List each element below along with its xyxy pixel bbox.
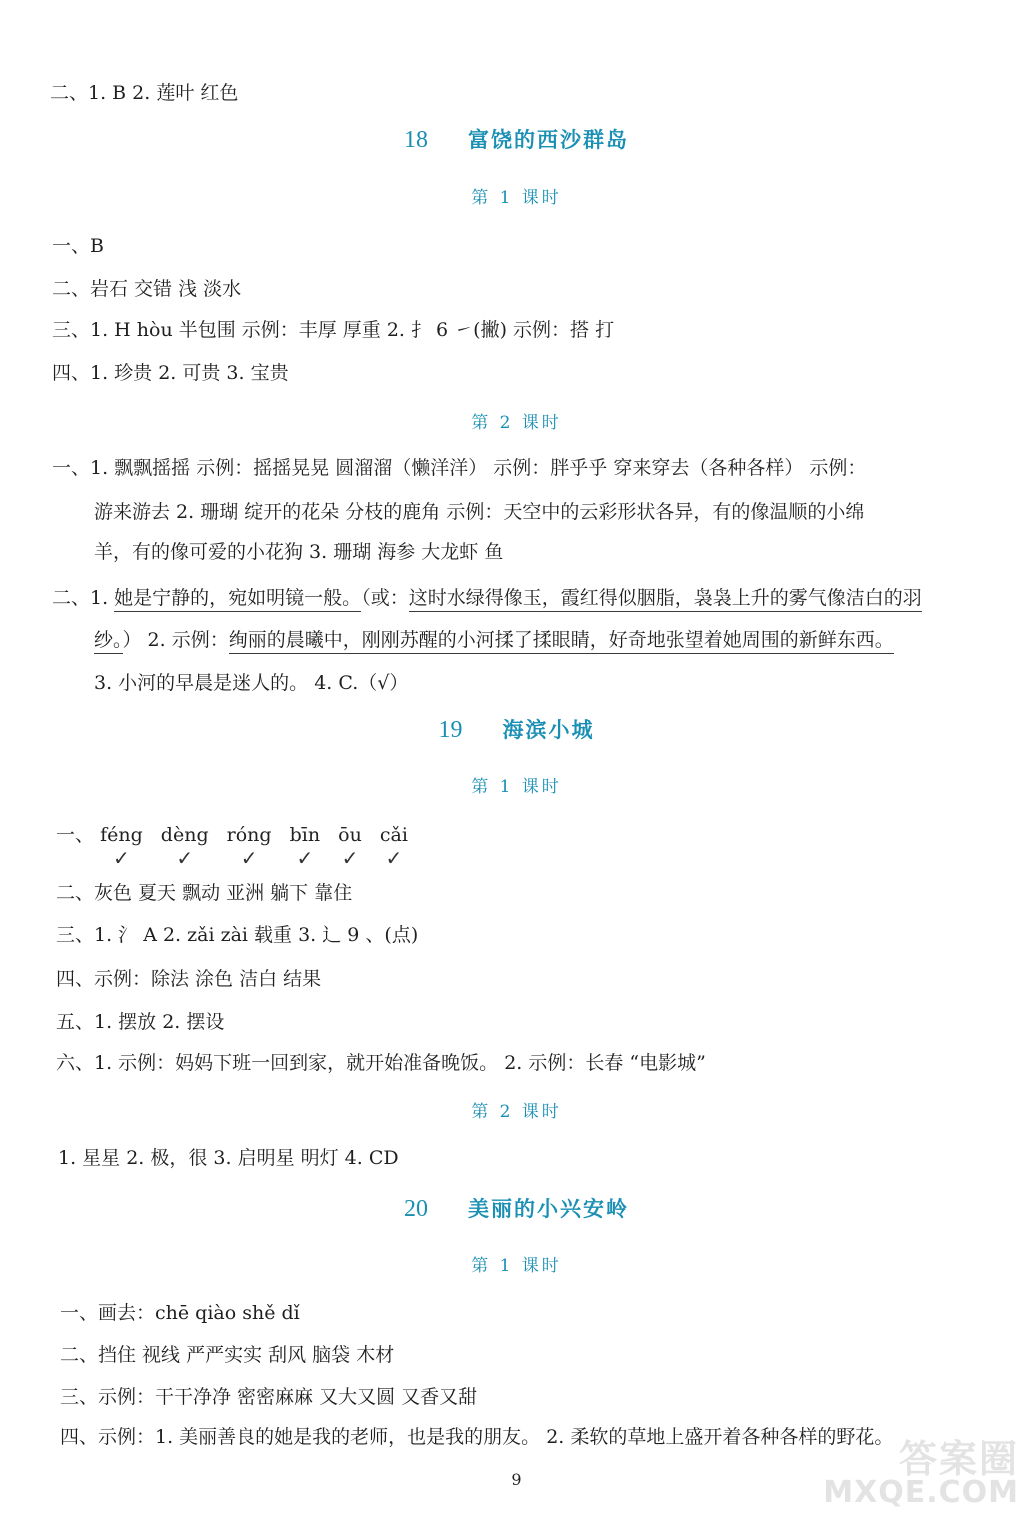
underlined-sentence: 这时水绿得像玉，霞红得似胭脂，袅袅上升的雾气像洁白的羽 — [409, 587, 922, 612]
answer-line: 五、1. 摆放 2. 摆设 — [56, 1011, 225, 1033]
lesson-number: 19 — [438, 717, 463, 743]
answer-line: 三、示例：干干净净 密密麻麻 又大又圆 又香又甜 — [60, 1386, 478, 1408]
pinyin-question — [56, 820, 420, 870]
check-mark-icon: ✓ — [176, 846, 194, 870]
answer-line: 3. 小河的早晨是迷人的。 4. C.（√） — [94, 672, 409, 694]
answer-text: （或： — [361, 587, 409, 609]
lesson-number: 18 — [404, 127, 428, 153]
answer-line: 二、挡住 视线 严严实实 刮风 脑袋 木材 — [60, 1344, 395, 1366]
answer-line: 游来游去 2. 珊瑚 绽开的花朵 分枝的鹿角 示例：天空中的云彩形状各异，有的像温顺的小绵 — [94, 501, 865, 523]
watermark-text: 答案圈 — [898, 1437, 1019, 1481]
lesson-name: 美丽的小兴安岭 — [468, 1197, 629, 1221]
pinyin-item: róng ✓ — [226, 824, 272, 870]
answer-line: 一、1. 飘飘摇摇 示例：摇摇晃晃 圆溜溜（懒洋洋） 示例：胖乎乎 穿来穿去（各种各样） 示例： — [52, 457, 867, 479]
lesson-name: 富饶的西沙群岛 — [468, 128, 629, 152]
answer-line: 二、灰色 夏天 飘动 亚洲 躺下 靠住 — [56, 882, 353, 904]
period-heading: 第 1 课时 — [471, 1256, 562, 1276]
check-mark-icon: ✓ — [296, 846, 314, 870]
answer-line: 一、B — [52, 235, 104, 257]
answer-line: 四、示例：1. 美丽善良的她是我的老师，也是我的朋友。 2. 柔软的草地上盛开着各种各样的野花。 — [60, 1426, 894, 1448]
answer-line: 二、1. B 2. 莲叶 红色 — [50, 82, 239, 104]
pinyin-item: dèng ✓ — [160, 824, 209, 870]
answer-line: 四、1. 珍贵 2. 可贵 3. 宝贵 — [52, 362, 289, 384]
answer-line — [94, 627, 894, 653]
watermark-logo — [823, 1437, 1019, 1510]
pinyin-item: bīn ✓ — [289, 824, 321, 870]
period-heading: 第 2 课时 — [471, 1102, 562, 1122]
check-mark-icon: ✓ — [113, 846, 130, 870]
page-number: 9 — [511, 1470, 522, 1489]
answer-line — [52, 585, 922, 611]
answer-line: 二、岩石 交错 浅 淡水 — [52, 278, 242, 300]
lesson-title — [0, 124, 1033, 154]
answer-line: 四、示例：除法 涂色 洁白 结果 — [56, 968, 322, 990]
check-mark-icon: ✓ — [341, 846, 359, 870]
answer-line: 三、1. 氵 A 2. zǎi zài 载重 3. 辶 9 、(点) — [56, 924, 419, 946]
answer-prefix: 二、1. — [52, 587, 115, 609]
check-mark-icon: ✓ — [240, 846, 258, 870]
period-heading: 第 1 课时 — [471, 777, 562, 797]
lesson-title — [0, 714, 1033, 744]
underlined-sentence: 纱。 — [94, 629, 123, 654]
lesson-title — [0, 1193, 1033, 1223]
lesson-number: 20 — [404, 1196, 428, 1222]
watermark-url: MXQE.COM — [823, 1475, 1019, 1510]
pinyin-item: cǎi ✓ — [379, 824, 408, 870]
lesson-name: 海滨小城 — [502, 718, 595, 742]
pinyin-item: ōu ✓ — [338, 824, 362, 870]
answer-line: 一、画去：chē qiào shě dǐ — [60, 1302, 300, 1324]
answer-line: 1. 星星 2. 极，很 3. 启明星 明灯 4. CD — [58, 1147, 399, 1169]
answer-text: ） 2. 示例： — [122, 629, 229, 651]
answer-line: 六、1. 示例：妈妈下班一回到家，就开始准备晚饭。 2. 示例：长春 “电影城” — [56, 1052, 706, 1074]
answer-line: 三、1. H hòu 半包围 示例：丰厚 厚重 2. 扌 6 ㇀(撇) 示例：搭 打 — [52, 319, 615, 341]
period-heading: 第 1 课时 — [471, 188, 562, 208]
pinyin-item: féng ✓ — [100, 824, 143, 870]
underlined-sentence: 绚丽的晨曦中，刚刚苏醒的小河揉了揉眼睛，好奇地张望着她周围的新鲜东西。 — [229, 629, 894, 654]
question-prefix: 一、 — [56, 824, 95, 846]
answer-line: 羊，有的像可爱的小花狗 3. 珊瑚 海参 大龙虾 鱼 — [94, 541, 504, 563]
check-mark-icon: ✓ — [385, 846, 403, 870]
period-heading: 第 2 课时 — [471, 413, 562, 433]
underlined-sentence: 她是宁静的，宛如明镜一般。 — [114, 587, 361, 612]
